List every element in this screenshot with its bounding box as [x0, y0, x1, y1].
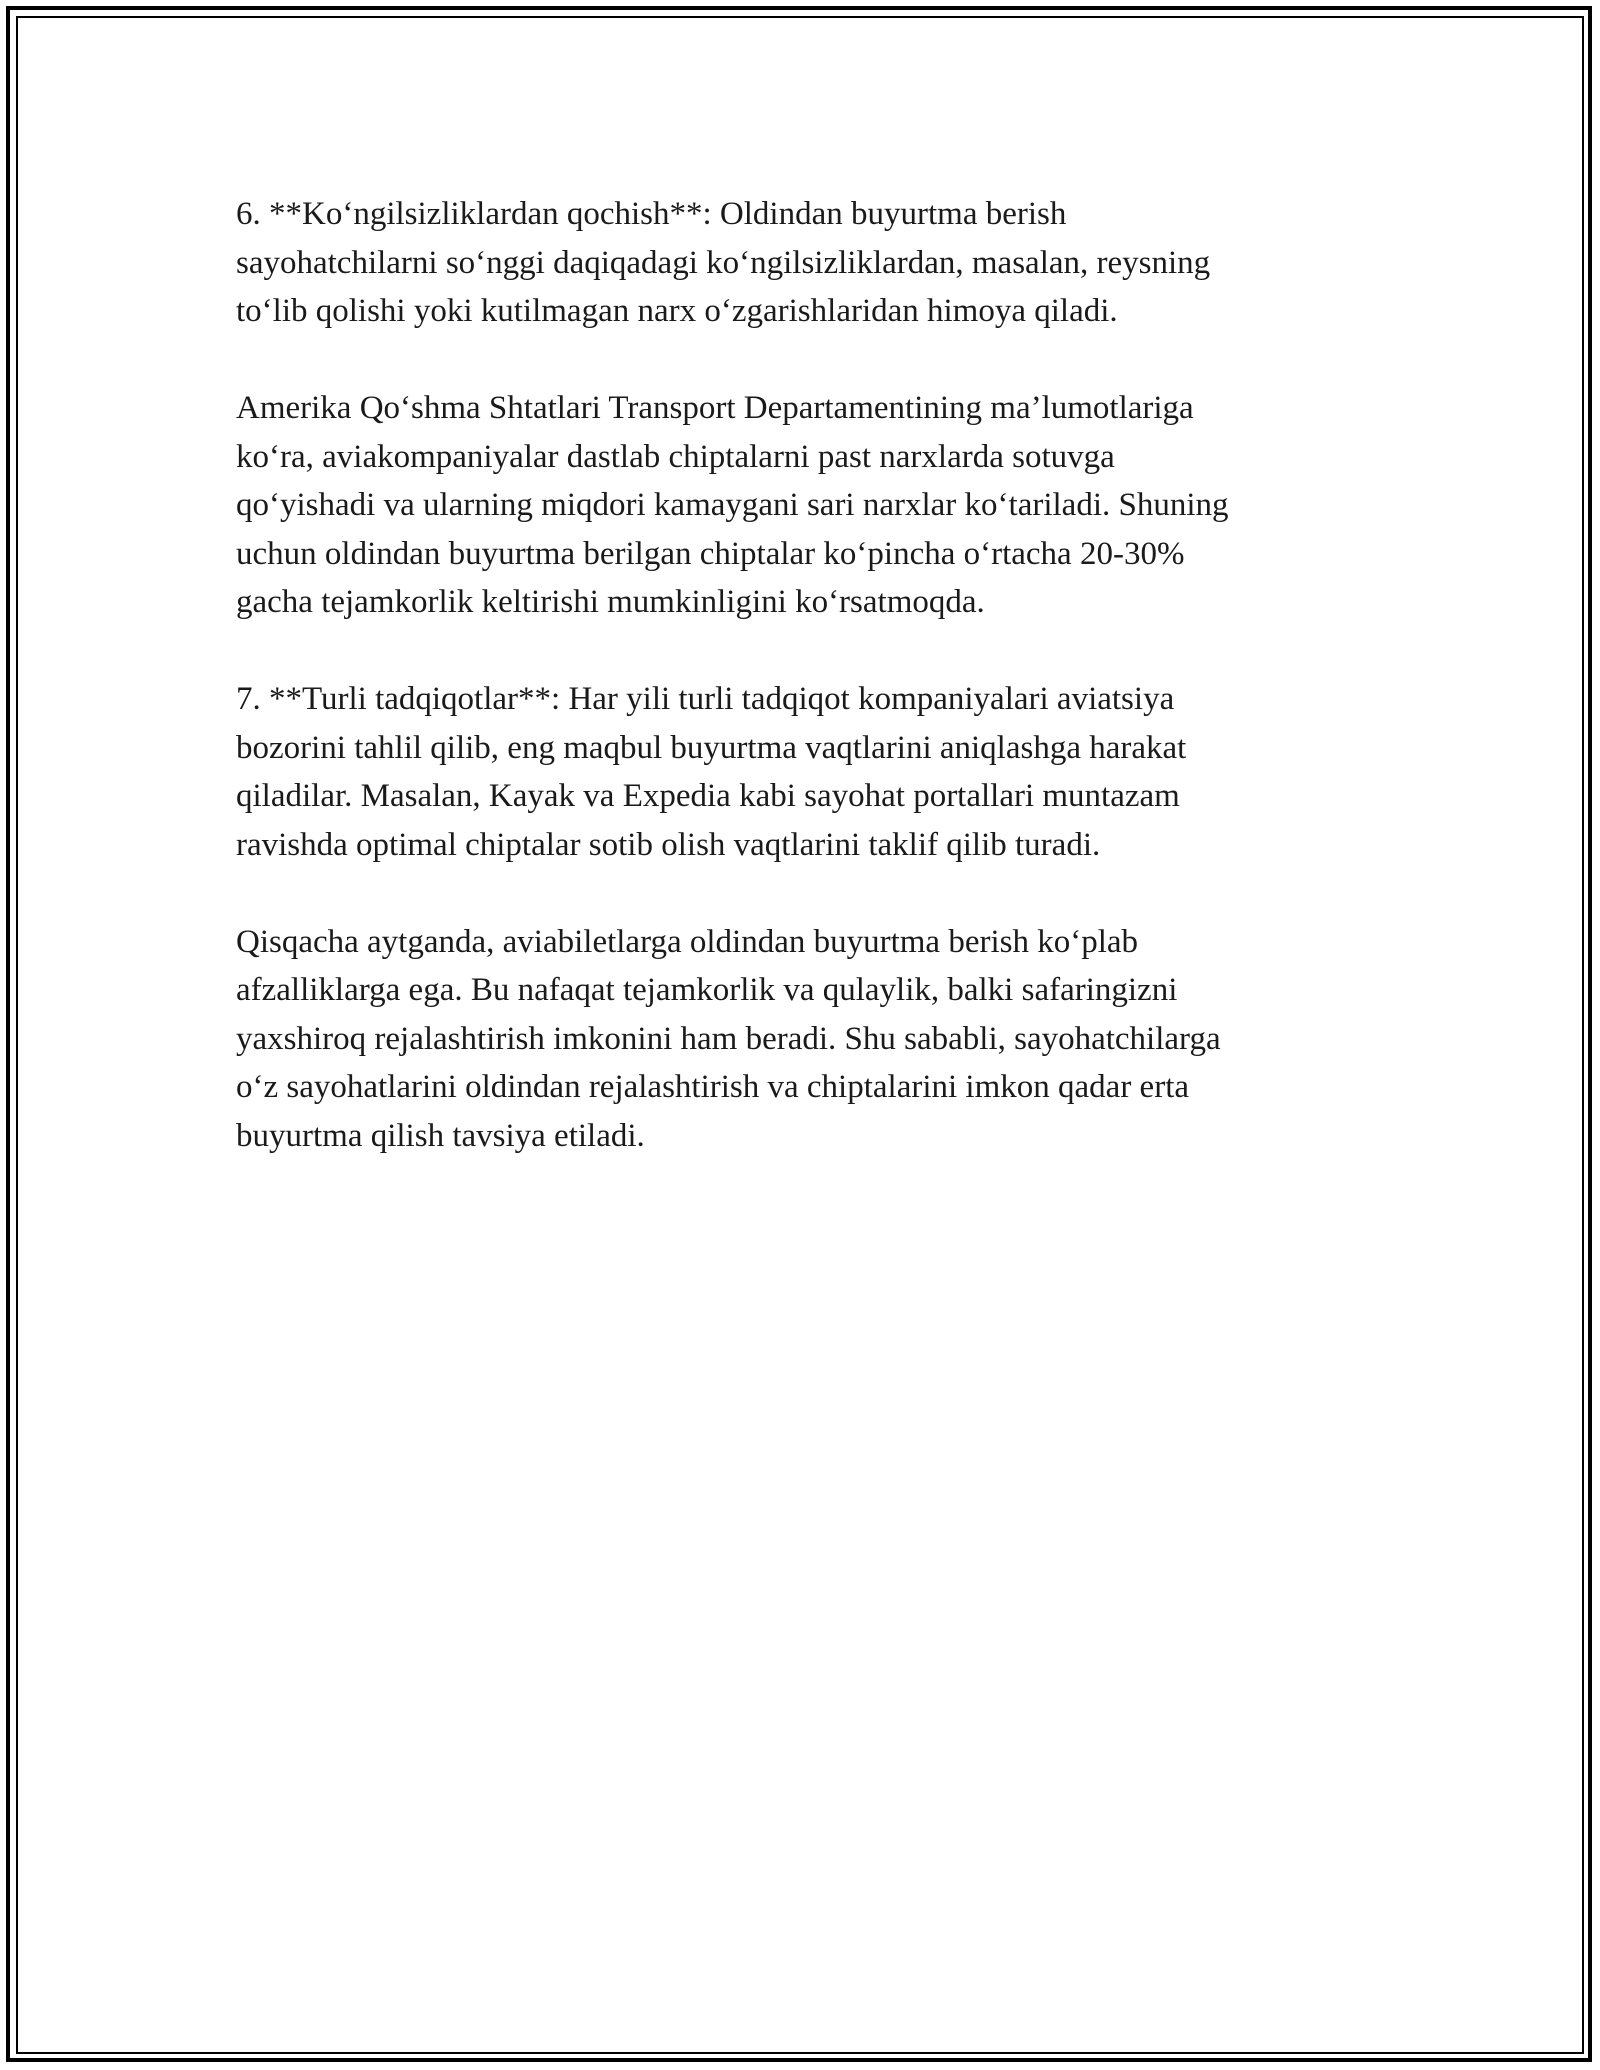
- paragraph-line: gacha tejamkorlik keltirishi mumkinligini ko‘rsatmoqda.: [236, 584, 985, 620]
- paragraph-line: 6. **Ko‘ngilsizliklardan qochish**: Oldindan buyurtma berish: [236, 196, 1067, 232]
- paragraph-line: Qisqacha aytganda, aviabiletlarga oldindan buyurtma berish ko‘plab: [236, 923, 1139, 960]
- paragraph-line: buyurtma qilish tavsiya etiladi.: [236, 1117, 645, 1154]
- paragraph-line: 7. **Turli tadqiqotlar**: Har yili turli tadqiqot kompaniyalari aviatsiya: [236, 681, 1175, 717]
- paragraph-line: o‘z sayohatlarini oldindan rejalashtirish va chiptalarini imkon qadar erta: [236, 1069, 1190, 1105]
- paragraph-3: [236, 675, 1366, 869]
- paragraph-line: ko‘ra, aviakompaniyalar dastlab chiptalarni past narxlarda sotuvga: [236, 438, 1115, 475]
- paragraph-line: qiladilar. Masalan, Kayak va Expedia kabi sayohat portallari muntazam: [236, 778, 1180, 814]
- document-body: [236, 190, 1366, 1209]
- paragraph-line: ravishda optimal chiptalar sotib olish vaqtlarini taklif qilib turadi.: [236, 826, 1101, 863]
- paragraph-line: uchun oldindan buyurtma berilgan chiptalar ko‘pincha o‘rtacha 20-30%: [236, 535, 1185, 572]
- paragraph-line: bozorini tahlil qilib, eng maqbul buyurtma vaqtlarini aniqlashga harakat: [236, 729, 1187, 766]
- paragraph-line: to‘lib qolishi yoki kutilmagan narx o‘zgarishlaridan himoya qiladi.: [236, 293, 1118, 329]
- paragraph-1: [236, 190, 1366, 336]
- paragraph-line: Amerika Qo‘shma Shtatlari Transport Departamentining ma’lumotlariga: [236, 390, 1194, 426]
- paragraph-line: afzalliklarga ega. Bu nafaqat tejamkorlik va qulaylik, balki safaringizni: [236, 972, 1178, 1008]
- paragraph-line: qo‘yishadi va ularning miqdori kamaygani sari narxlar ko‘tariladi. Shuning: [236, 487, 1229, 523]
- paragraph-line: sayohatchilarni so‘nggi daqiqadagi ko‘ngilsizliklardan, masalan, reysning: [236, 244, 1211, 281]
- paragraph-line: yaxshiroq rejalashtirish imkonini ham beradi. Shu sababli, sayohatchilarga: [236, 1020, 1221, 1057]
- paragraph-4: [236, 918, 1366, 1161]
- paragraph-2: [236, 384, 1366, 627]
